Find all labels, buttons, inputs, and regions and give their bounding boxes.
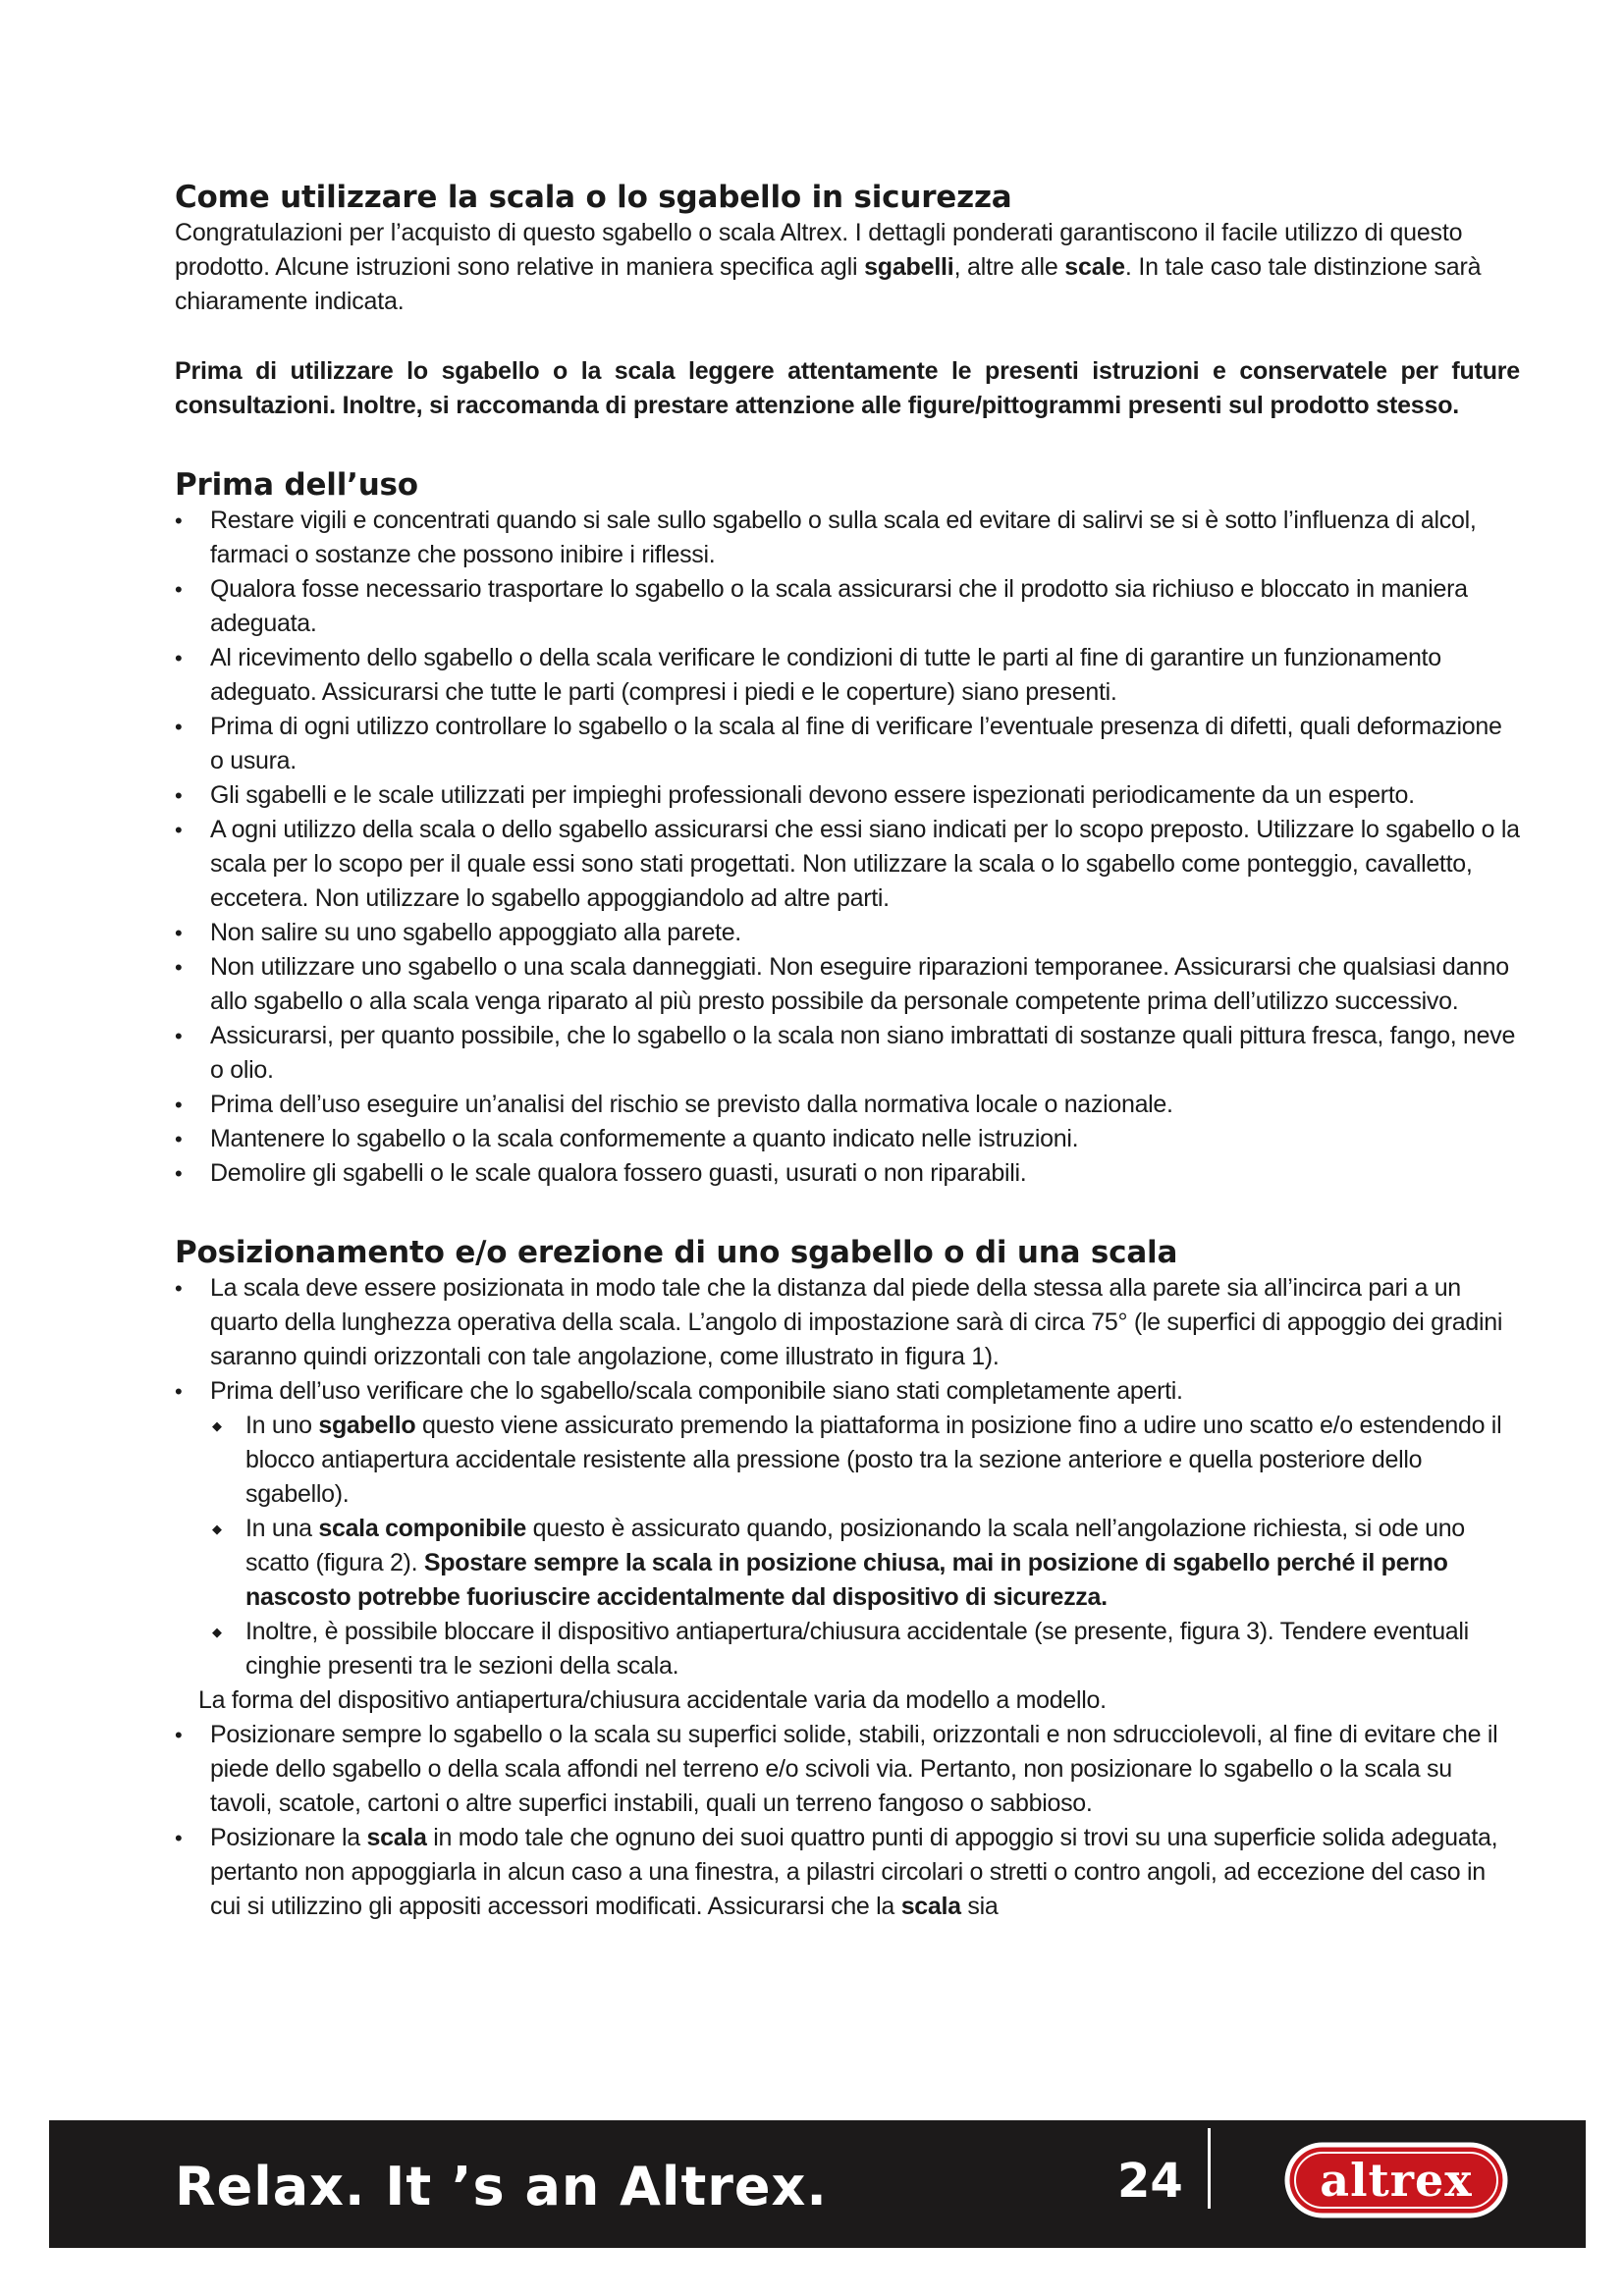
intro-text-c: . In tale caso tale distinzione sarà chiaramente indicata. [175, 253, 1482, 315]
section-title-safety: Come utilizzare la scala o lo sgabello in sicurezza [175, 180, 1012, 215]
list-item: • Assicurarsi, per quanto possibile, che lo sgabello o la scala non siano imbrattati di sostanze quali pittura fresca, fango, neve o olio. [175, 1019, 1520, 1088]
page-footer [49, 2120, 1586, 2248]
page-number: 24 [1117, 2154, 1183, 2209]
sub-list-item [210, 1512, 1520, 1615]
intro-bold-scale: scale [1064, 253, 1125, 281]
altrex-logo [1284, 2142, 1508, 2218]
section-before-use [175, 466, 1520, 1191]
sub2-text-b: questo è assicurato quando, posizionando la scala nell’angolazione richiesta, si ode uno scatto (figura 2). [245, 1515, 1465, 1576]
item4-text-b: in modo tale che ognuno dei suoi quattro punti di appoggio si trovi su una superficie solida adeguata, pertanto non appoggiarla in alcun caso a una finestra, a pilastri circolari o stretti o contro angoli, ad eccezione del caso in cui si utilizzino gli appositi accessori modificati. Assicurarsi che la [210, 1824, 1498, 1920]
list-item: • Al ricevimento dello sgabello o della scala verificare le condizioni di tutte le parti al fine di garantire un funzionamento adeguato. Assicurarsi che tutte le parti (compresi i piedi e le coperture) siano presenti. [175, 641, 1520, 710]
sub-list-item: ◆ Inoltre, è possibile bloccare il dispositivo antiapertura/chiusura accidentale (se presente, figura 3). Tendere eventuali cinghie presenti tra le sezioni della scala. [210, 1615, 1520, 1683]
item4-text-a: Posizionare la [210, 1824, 367, 1851]
sub1-text-b: questo viene assicurato premendo la piattaforma in posizione fino a udire uno scatto e/o estendendo il blocco antiapertura accidentale resistente alla pressione (posto tra la sezione anteriore e quella posteriore dello sgabello). [245, 1412, 1502, 1508]
section-positioning [175, 1234, 1520, 1924]
intro-text-a: Congratulazioni per l’acquisto di questo sgabello o scala Altrex. I dettagli ponderati garantiscono il facile utilizzo di questo prodotto. Alcune istruzioni sono relative in maniera specifica agli [175, 219, 1463, 281]
item4-text-c: sia [960, 1893, 999, 1920]
list-item: • Posizionare sempre lo sgabello o la scala su superfici solide, stabili, orizzontali e non sdrucciolevoli, al fine di evitare che il piede dello sgabello o della scala affondi nel terreno e/o scivoli via. Pertanto, non posizionare lo sgabello o la scala su tavoli, scatole, cartoni o altre superfici instabili, quali un terreno fangoso o sabbioso. [175, 1718, 1520, 1821]
intro-bold-sgabelli: sgabelli [864, 253, 954, 281]
positioning-sublist [175, 1409, 1520, 1683]
note-text: La forma del dispositivo antiapertura/chiusura accidentale varia da modello a modello. [198, 1686, 1107, 1714]
sub1-bold: sgabello [318, 1412, 416, 1439]
footer-divider [1208, 2128, 1211, 2209]
section-title-positioning: Posizionamento e/o erezione di uno sgabello o di una scala [175, 1235, 1178, 1270]
list-item [175, 1374, 1520, 1409]
list-item: • Non salire su uno sgabello appoggiato alla parete. [175, 916, 1520, 950]
list-item: • Prima di ogni utilizzo controllare lo sgabello o la scala al fine di verificare l’eventuale presenza di difetti, quali deformazione o usura. [175, 710, 1520, 778]
positioning-list [175, 1271, 1520, 1409]
sub1-text-a: In uno [245, 1412, 319, 1439]
item4-bold: scala [366, 1824, 427, 1851]
list-item: • Qualora fosse necessario trasportare lo sgabello o la scala assicurarsi che il prodotto sia richiuso e bloccato in maniera adeguata. [175, 572, 1520, 641]
list-item: • Demolire gli sgabelli o le scale qualora fossero guasti, usurati o non riparabili. [175, 1156, 1520, 1191]
footer-slogan: Relax. It ’s an Altrex. [175, 2156, 828, 2217]
before-use-list [175, 504, 1520, 1191]
intro-paragraph [175, 216, 1520, 319]
sub2-bold: scala componibile [318, 1515, 526, 1542]
list-item: • Mantenere lo sgabello o la scala conformemente a quanto indicato nelle istruzioni. [175, 1122, 1520, 1156]
list-item: • Prima dell’uso eseguire un’analisi del rischio se previsto dalla normativa locale o nazionale. [175, 1088, 1520, 1122]
list-item: • Non utilizzare uno sgabello o una scala danneggiati. Non eseguire riparazioni temporanee. Assicurarsi che qualsiasi danno allo sgabello o alla scala venga riparato al più presto possibile da personale competente prima dell’utilizzo successivo. [175, 950, 1520, 1019]
sub2-text-a: In una [245, 1515, 319, 1542]
list-item: • La scala deve essere posizionata in modo tale che la distanza dal piede della stessa alla parete sia all’incirca pari a un quarto della lunghezza operativa della scala. L’angolo di impostazione sarà di circa 75° (le superfici di appoggio dei gradini saranno quindi orizzontali con tale angolazione, come illustrato in figura 1). [175, 1271, 1520, 1374]
list-item-text: Prima dell’uso verificare che lo sgabello/scala componibile siano stati completamente aperti. [210, 1377, 1183, 1405]
sub2-bold-warning: Spostare sempre la scala in posizione chiusa, mai in posizione di sgabello perché il perno nascosto potrebbe fuoriuscire accidentalmente dal dispositivo di sicurezza. [245, 1549, 1448, 1611]
item4-bold-2: scala [900, 1893, 961, 1920]
logo-text: altrex [1320, 2154, 1473, 2207]
list-item: • A ogni utilizzo della scala o dello sgabello assicurarsi che essi siano indicati per lo scopo preposto. Utilizzare lo sgabello o la scala per lo scopo per il quale essi sono stati progettati. Non utilizzare la scala o lo sgabello come ponteggio, cavalletto, eccetera. Non utilizzare lo sgabello appoggiandolo ad altre parti. [175, 813, 1520, 916]
list-item: • Gli sgabelli e le scale utilizzati per impieghi professionali devono essere ispezionati periodicamente da un esperto. [175, 778, 1520, 813]
warning-paragraph: Prima di utilizzare lo sgabello o la scala leggere attentamente le presenti istruzioni e conservatele per future consultazioni. Inoltre, si raccomanda di prestare attenzione alle figure/pittogrammi presenti sul prodotto stesso. [175, 357, 1520, 419]
positioning-list-continued [175, 1718, 1520, 1924]
list-item: • Restare vigili e concentrati quando si sale sullo sgabello o sulla scala ed evitare di salirvi se si è sotto l’influenza di alcol, farmaci o sostanze che possono inibire i riflessi. [175, 504, 1520, 572]
sub-list-item [210, 1409, 1520, 1512]
intro-text-b: , altre alle [953, 253, 1065, 281]
list-item [175, 1821, 1520, 1924]
section-title-before-use: Prima dell’uso [175, 467, 418, 503]
page-content [175, 179, 1520, 1924]
